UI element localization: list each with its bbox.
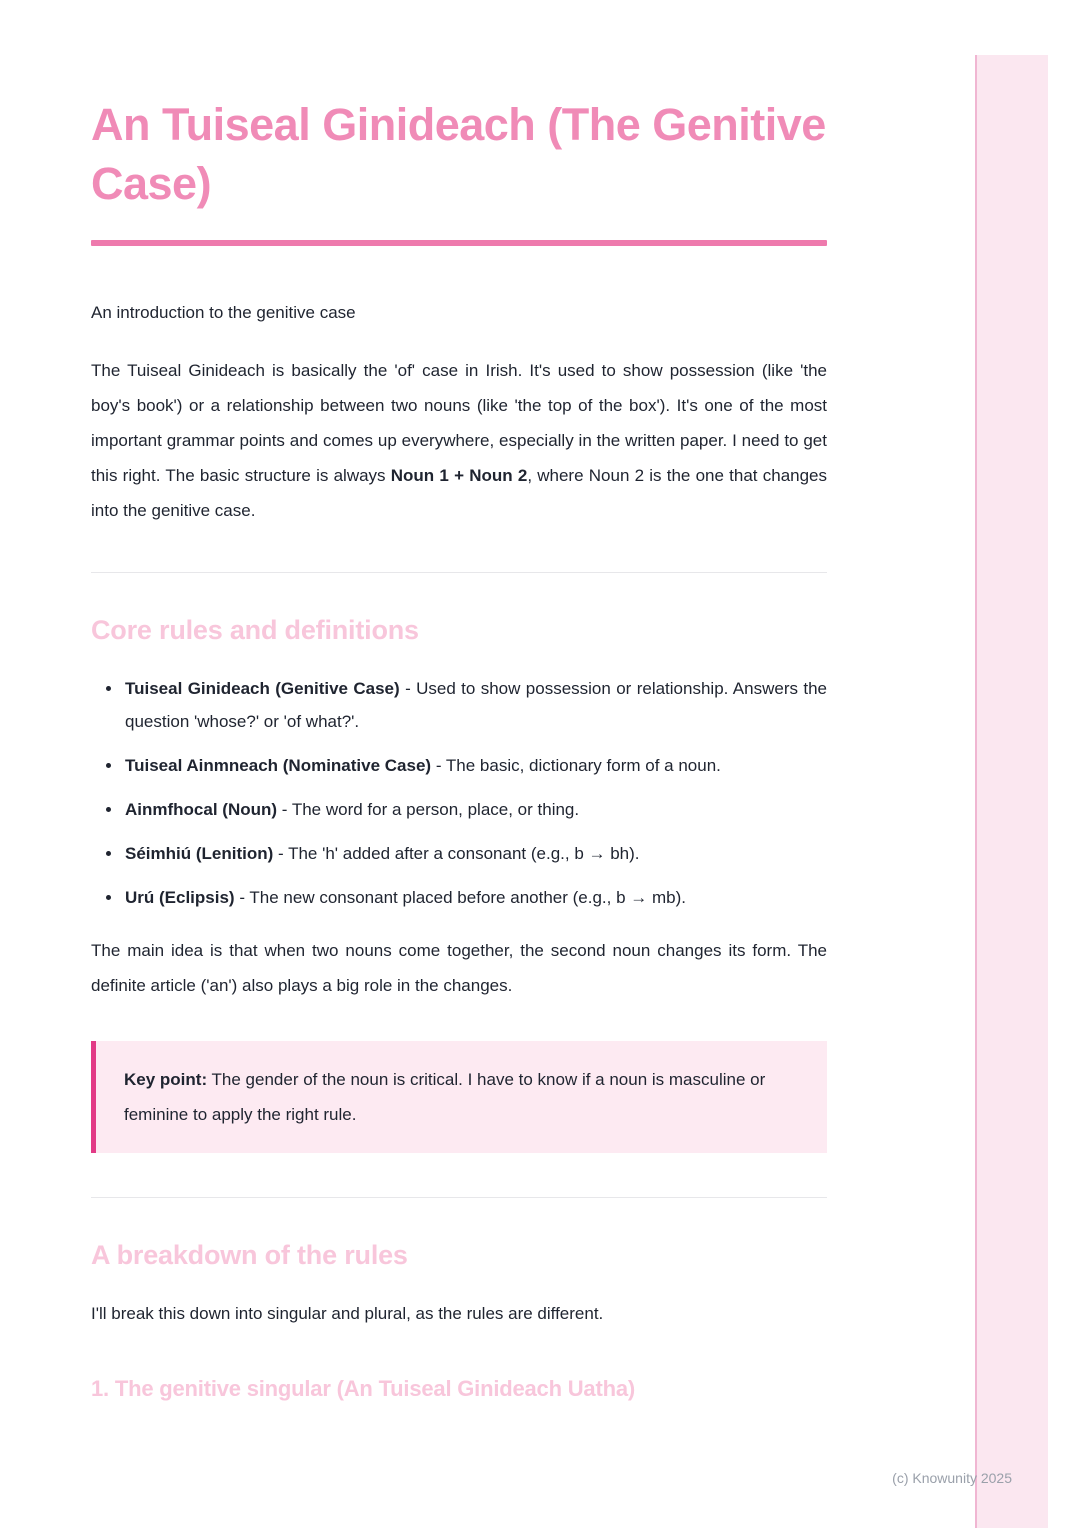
list-item-description: - The word for a person, place, or thing. xyxy=(277,800,580,820)
key-point-text: The gender of the noun is critical. I have to know if a noun is masculine or feminine to apply the right rule. xyxy=(124,1069,766,1124)
list-item-term: Urú (Eclipsis) xyxy=(125,888,235,908)
list-item-description: - The basic, dictionary form of a noun. xyxy=(431,755,721,775)
list-item-description: - The new consonant placed before another (e.g., b → mb). xyxy=(234,888,686,908)
list-item-description: - Used to show possession or relationship. Answers the question 'whose?' or 'of what?'. xyxy=(125,678,828,731)
section-heading-breakdown: A breakdown of the rules xyxy=(91,1239,408,1270)
intro-paragraph-bold: Noun 1 + Noun 2 xyxy=(390,465,528,485)
list-item xyxy=(123,672,827,738)
intro-subtitle: An introduction to the genitive case xyxy=(91,302,356,322)
key-point-callout xyxy=(91,1041,827,1153)
list-item xyxy=(123,881,827,914)
intro-paragraph xyxy=(91,353,827,528)
document-page xyxy=(91,95,827,1402)
title-underline xyxy=(91,240,827,246)
main-idea-paragraph: The main idea is that when two nouns come together, the second noun changes its form. The definite article ('an') also plays a big role in the changes. xyxy=(91,940,827,995)
copyright-footer: (c) Knowunity 2025 xyxy=(892,1470,1012,1486)
side-accent-band xyxy=(975,55,1048,1528)
core-rules-list xyxy=(91,672,827,915)
list-item-term: Ainmfhocal (Noun) xyxy=(125,800,278,820)
section-divider xyxy=(91,572,827,573)
list-item-description: - The 'h' added after a consonant (e.g., b → bh). xyxy=(273,844,640,864)
list-item xyxy=(123,749,827,782)
list-item-term: Tuiseal Ginideach (Genitive Case) xyxy=(125,678,400,698)
key-point-label: Key point: xyxy=(124,1069,208,1089)
section-divider xyxy=(91,1197,827,1198)
breakdown-intro: I'll break this down into singular and plural, as the rules are different. xyxy=(91,1303,604,1323)
list-item xyxy=(123,793,827,826)
section-heading-core-rules: Core rules and definitions xyxy=(91,614,419,645)
list-item-term: Séimhiú (Lenition) xyxy=(125,844,274,864)
page-title: An Tuiseal Ginideach (The Genitive Case) xyxy=(91,99,826,210)
intro-paragraph-text-2: , where Noun 2 is the one that changes into the genitive case. xyxy=(91,465,828,520)
subsection-heading-genitive-singular: 1. The genitive singular (An Tuiseal Ginideach Uatha) xyxy=(91,1376,635,1402)
intro-paragraph-text-1: The Tuiseal Ginideach is basically the 'of' case in Irish. It's used to show possession (like 'the boy's book') or a relationship between two nouns (like 'the top of the box'). It's one of the most important grammar points and comes up everywhere, especially in the written paper. I need to get this right. The basic structure is always xyxy=(91,360,827,485)
list-item-term: Tuiseal Ainmneach (Nominative Case) xyxy=(125,755,432,775)
list-item xyxy=(123,837,827,870)
